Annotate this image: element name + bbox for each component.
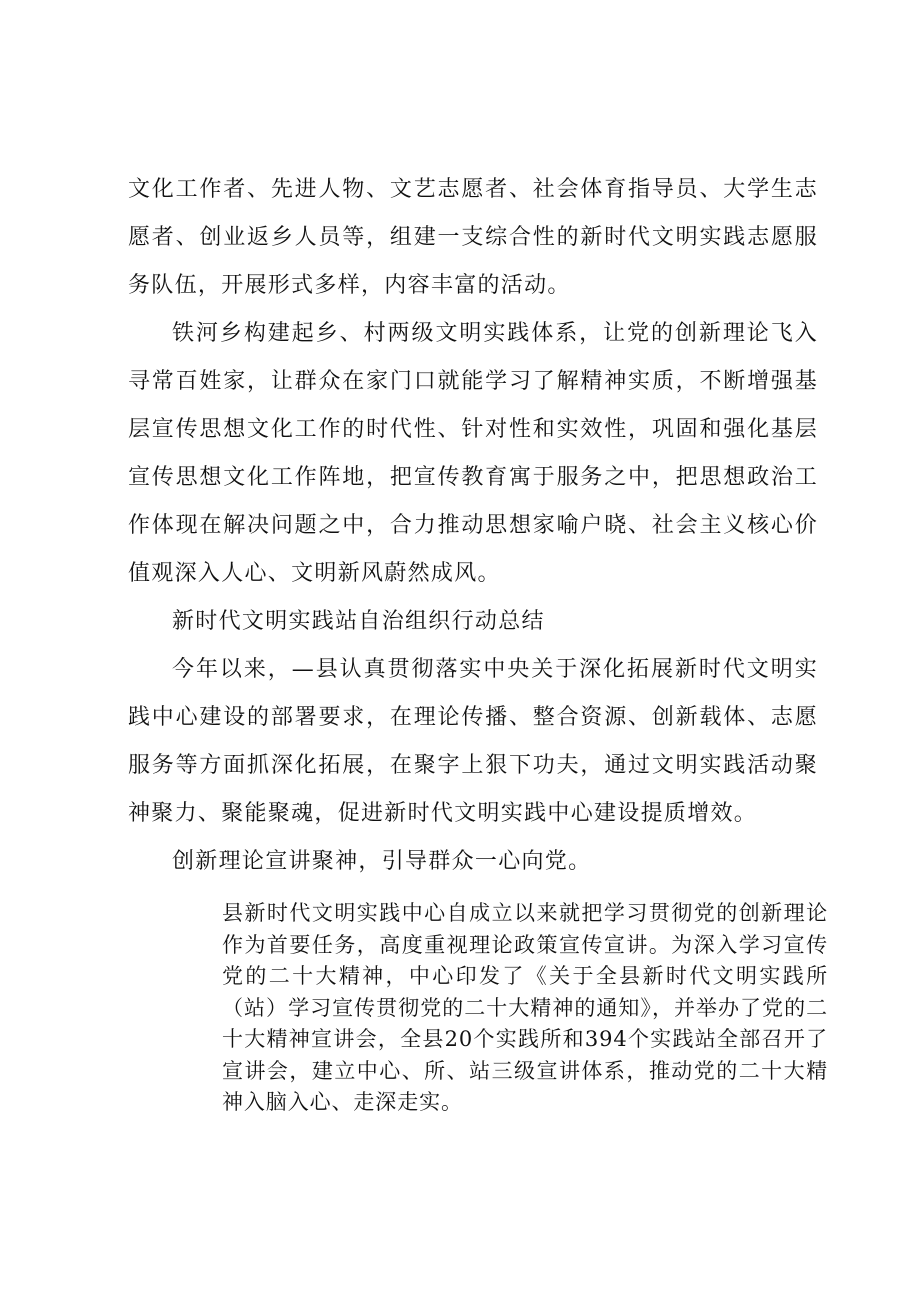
indented-block-paragraph: 县新时代文明实践中心自成立以来就把学习贯彻党的创新理论作为首要任务，高度重视理论政策宣传宣讲。为深入学习宣传党的二十大精神，中心印发了《关于全县新时代文明实践所（站）学习宣传贯彻党的二十大精神的通知》，并举办了党的二十大精神宣讲会，全县20个实践所和394个实践站全部召开了宣讲会，建立中心、所、站三级宣讲体系，推动党的二十大精神入脑入心、走深走实。 — [222, 901, 828, 1114]
subsection-heading: 创新理论宣讲聚神，引导群众一心向党。 — [172, 849, 592, 874]
body-paragraph-tiehe: 铁河乡构建起乡、村两级文明实践体系，让党的创新理论飞入寻常百姓家，让群众在家门口就能学习了解精神实质，不断增强基层宣传思想文化工作的时代性、针对性和实效性，巩固和强化基层宣传思想文化工作阵地，把宣传教育寓于服务之中，把思想政治工作体现在解决问题之中，合力推动思想家喻户晓、社会主义核心价值观深入人心、文明新风蔚然成风。 — [128, 321, 818, 586]
section-title: 新时代文明实践站自治组织行动总结 — [172, 609, 545, 634]
body-paragraph-continued: 文化工作者、先进人物、文艺志愿者、社会体育指导员、大学生志愿者、创业返乡人员等，组建一支综合性的新时代文明实践志愿服务队伍，开展形式多样，内容丰富的活动。 — [128, 177, 818, 298]
body-paragraph-summary: 今年以来，—县认真贯彻落实中央关于深化拓展新时代文明实践中心建设的部署要求，在理论传播、整合资源、创新载体、志愿服务等方面抓深化拓展，在聚字上狠下功夫，通过文明实践活动聚神聚力、聚能聚魂，促进新时代文明实践中心建设提质增效。 — [128, 657, 818, 826]
